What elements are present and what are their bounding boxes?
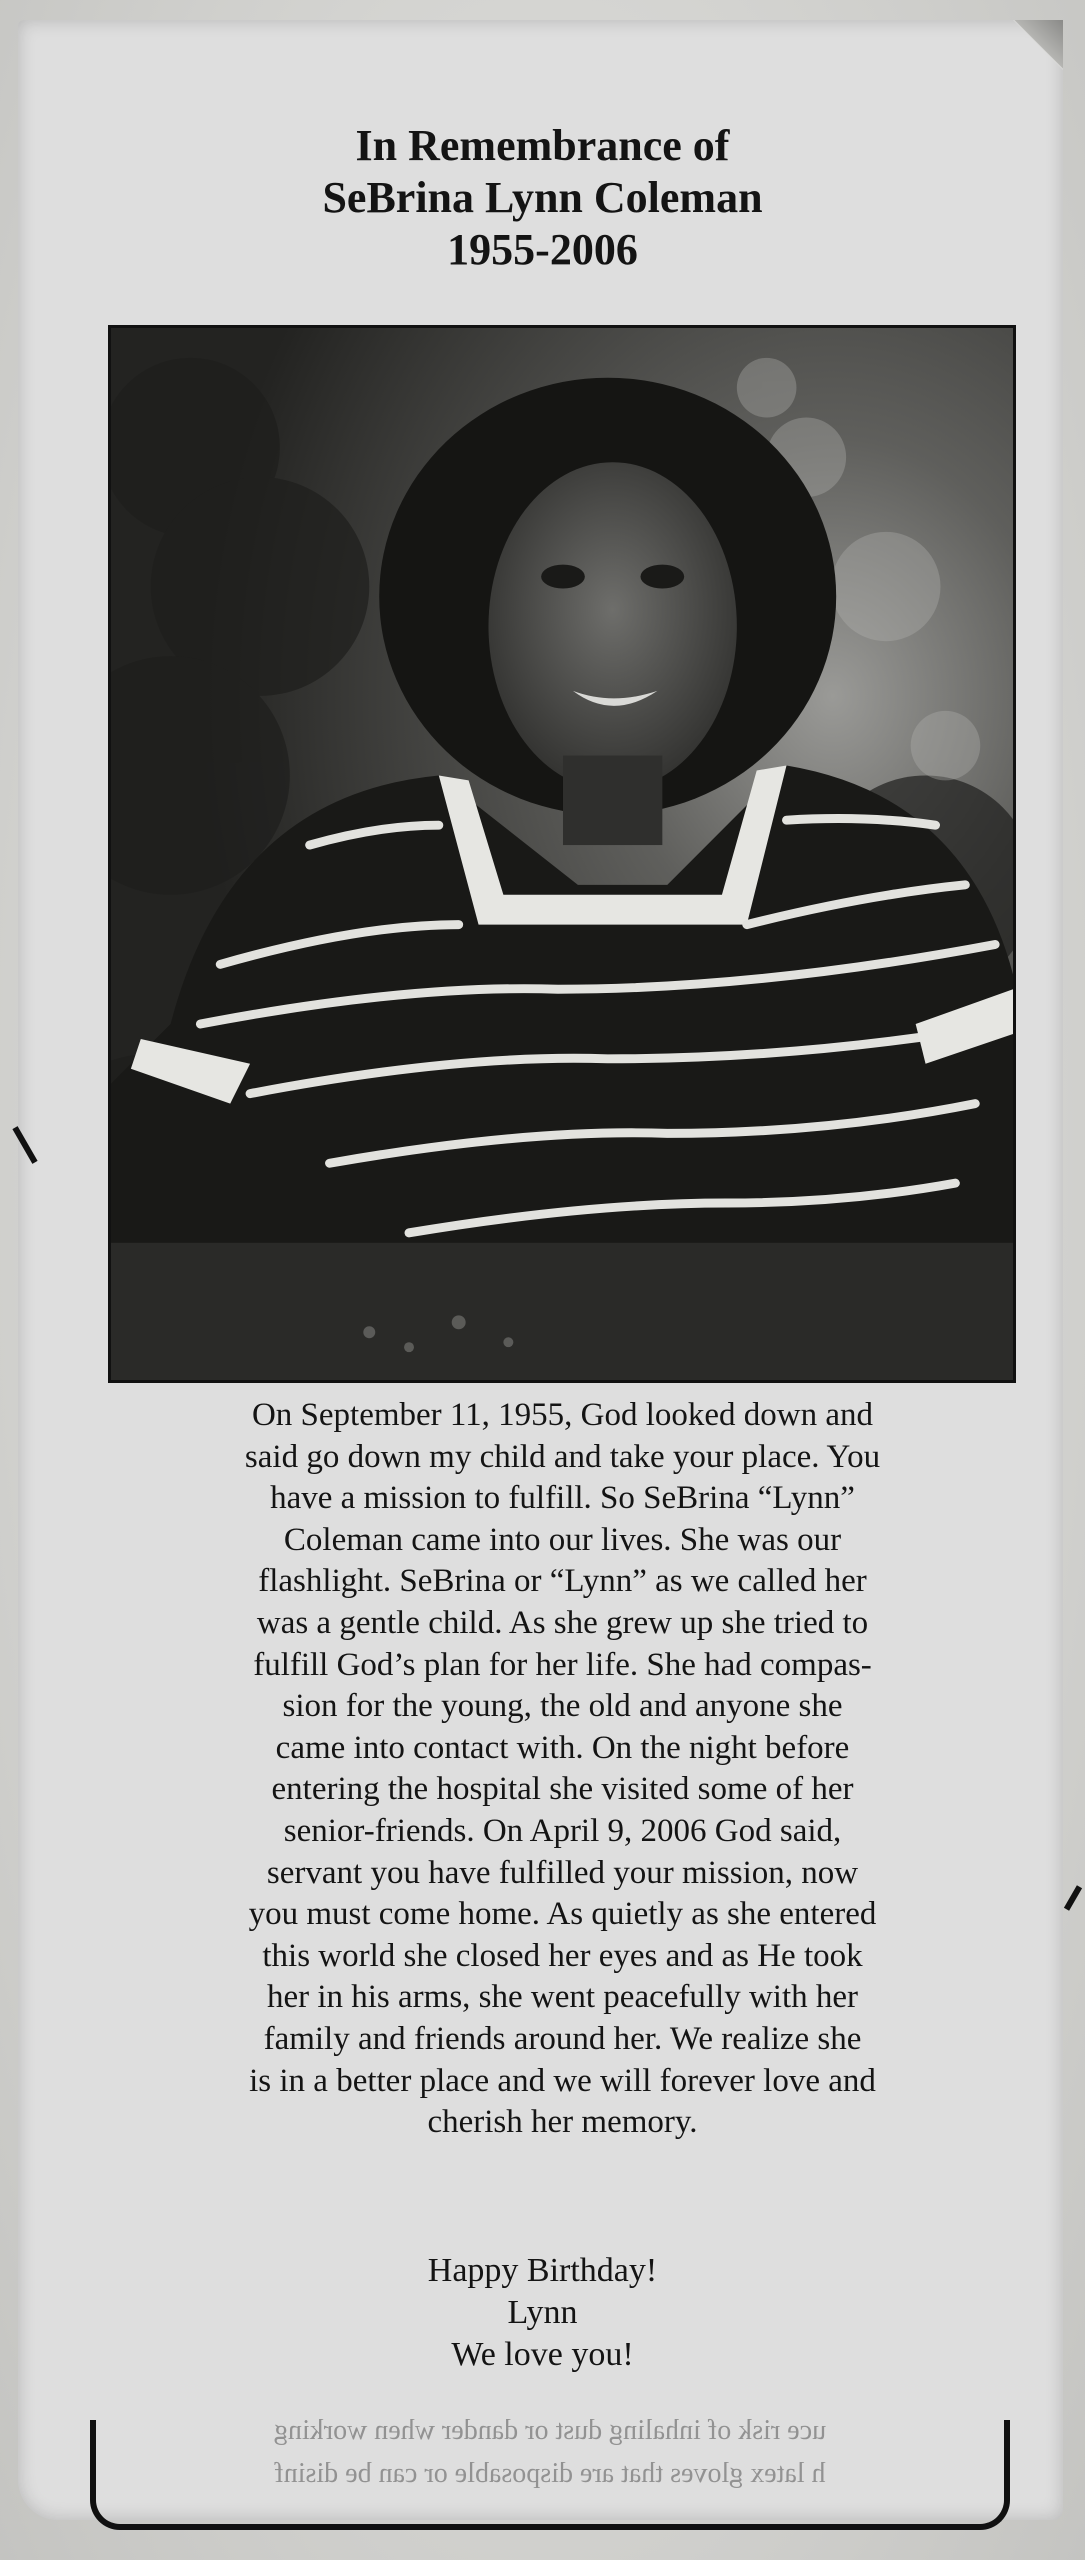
- folded-corner: [1003, 20, 1063, 80]
- portrait-photo: [108, 325, 1016, 1383]
- heading-line-years: 1955-2006: [447, 225, 638, 274]
- tribute-line: entering the hospital she visited some of her: [271, 1771, 854, 1808]
- tribute-line: On September 11, 1955, God looked down and: [251, 1397, 874, 1433]
- bleed-through-text-line: h latex gloves that are disposable or can be disinf: [274, 2458, 826, 2489]
- tribute-line: family and friends around her. We realize she: [263, 2020, 862, 2057]
- tribute-line: sion for the young, the old and anyone she: [282, 1688, 843, 1725]
- tribute-line: Coleman came into our lives. She was our: [283, 1521, 842, 1558]
- closing-line-love: We love you!: [451, 2336, 634, 2373]
- memorial-tribute-text: [110, 1395, 1015, 2144]
- closing-line-name: Lynn: [507, 2294, 578, 2331]
- tribute-line: her in his arms, she went peacefully with her: [266, 1979, 859, 2016]
- heading-line-name: SeBrina Lynn Coleman: [322, 173, 763, 222]
- tribute-line: came into contact with. On the night before: [275, 1729, 850, 1766]
- tribute-line: said go down my child and take your place. You: [244, 1438, 881, 1475]
- tribute-line: is in a better place and we will forever love and: [249, 2062, 876, 2099]
- tribute-line: flashlight. SeBrina or “Lynn” as we called her: [258, 1563, 867, 1600]
- heading-line-remembrance: In Remembrance of: [355, 121, 730, 170]
- tribute-line: have a mission to fulfill. So SeBrina “Lynn”: [270, 1480, 855, 1517]
- tribute-line: cherish her memory.: [427, 2104, 698, 2141]
- tribute-line: you must come home. As quietly as she entered: [248, 1896, 877, 1933]
- portrait-illustration: [111, 328, 1013, 1380]
- tribute-line: this world she closed her eyes and as He took: [262, 1937, 863, 1974]
- closing-line-birthday: Happy Birthday!: [427, 2252, 658, 2289]
- memorial-heading: [0, 120, 1085, 276]
- bleed-through-text-line: uce risk of inhaling dust or dander when working: [273, 2415, 827, 2446]
- tribute-line: fulfill God’s plan for her life. She had compas-: [253, 1646, 872, 1683]
- tribute-line: was a gentle child. As she grew up she tried to: [256, 1604, 869, 1641]
- closing-message: [0, 2250, 1085, 2376]
- tribute-line: servant you have fulfilled your mission, now: [266, 1854, 859, 1891]
- tribute-line: senior-friends. On April 9, 2006 God said,: [283, 1812, 842, 1849]
